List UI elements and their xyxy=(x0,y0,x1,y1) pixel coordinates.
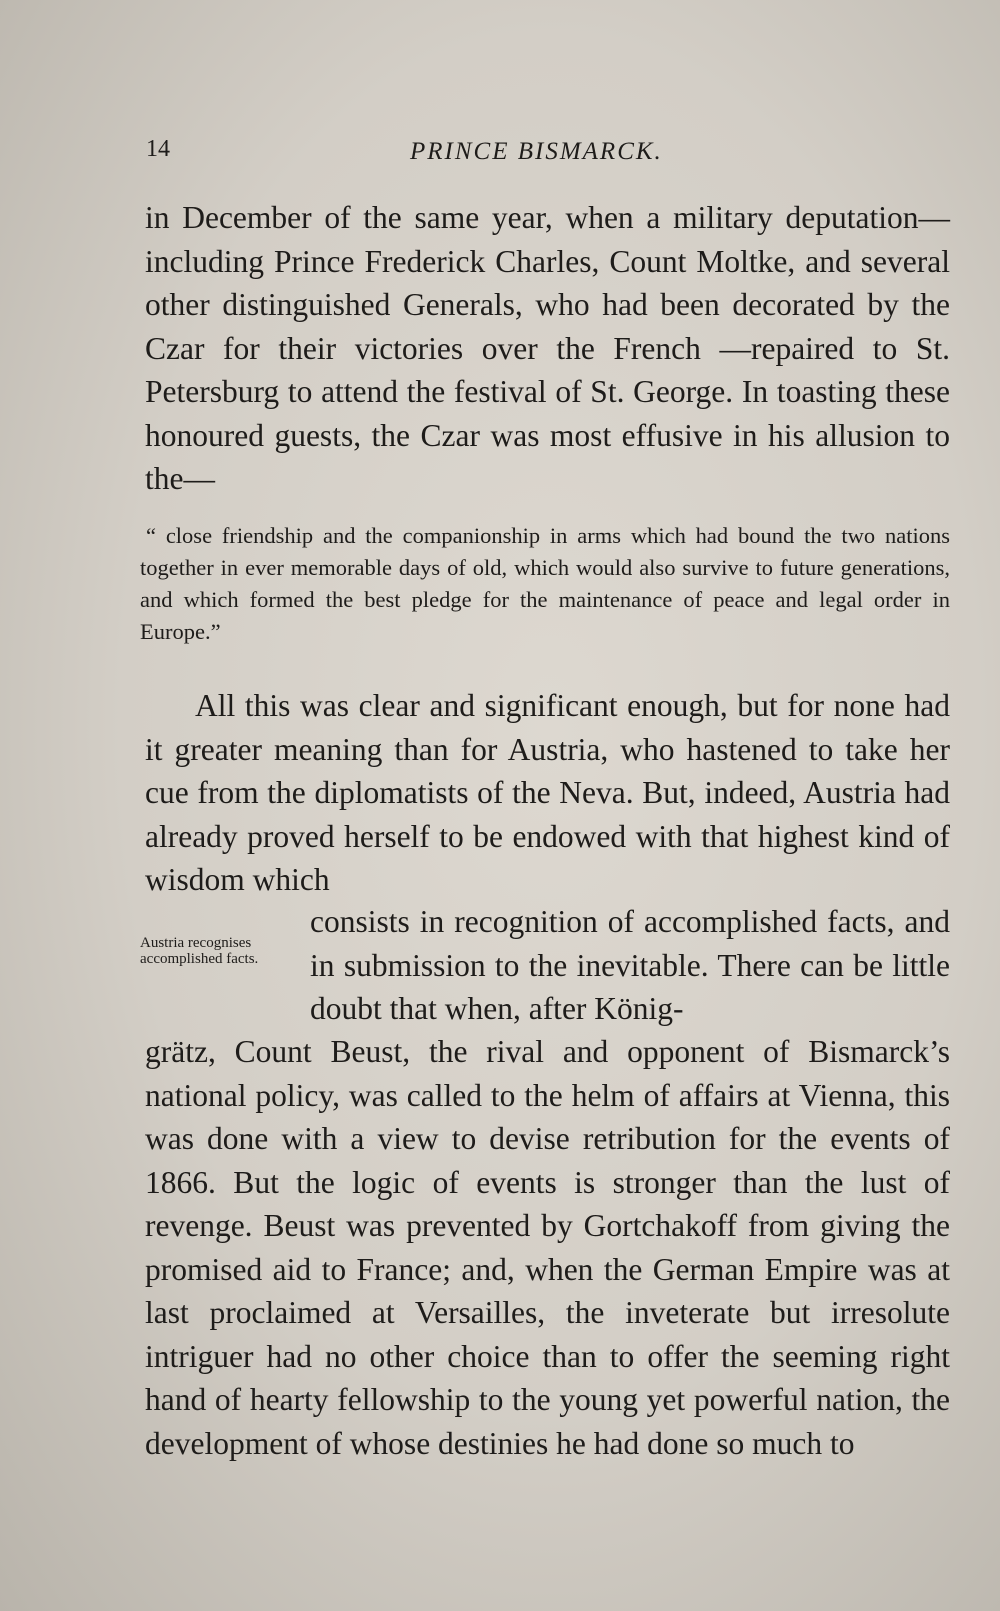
paragraph-2-side: consists in recognition of accomplished facts, and in submission to the inevitable. There can be little doubt that when, after König- xyxy=(310,904,950,1026)
block-quote: “ close friendship and the companionship in arms which had bound the two nations together in ever memorable days of old, which would also survive to future generations, and which formed the best pledge for the maintenance of peace and legal order in Europe.” xyxy=(140,523,950,644)
page-header xyxy=(140,132,940,172)
margin-note: Austria recognises accomplished facts. xyxy=(140,935,259,967)
paragraph-2-top: All this was clear and significant enough, but for none had it greater meaning than for Austria, who hastened to take her cue from the diplomatists of the Neva. But, indeed, Austria had already proved herself to be endowed with that highest kind of wisdom which xyxy=(145,688,950,897)
paragraph-1: in December of the same year, when a military deputation—including Prince Frederick Charles, Count Moltke, and several other distinguished Generals, who had been decorated by the Czar for their victories over the French —repaired to St. Petersburg to attend the festival of St. George. In toasting these honoured guests, the Czar was most effusive in his allusion to the— xyxy=(145,200,950,496)
paragraph-2-bottom: grätz, Count Beust, the rival and opponent of Bismarck’s national policy, was called to the helm of affairs at Vienna, this was done with a view to devise retribution for the events of 1866. But the logic of events is stronger than the lust of revenge. Beust was prevented by Gortchakoff from giving the promised aid to France; and, when the German Empire was at last proclaimed at Versailles, the inveterate but irresolute intriguer had no other choice than to offer the seeming right hand of hearty fellowship to the young yet powerful nation, the development of whose destinies he had done so much to xyxy=(145,1034,950,1461)
page-number: 14 xyxy=(146,136,170,162)
running-title: PRINCE BISMARCK. xyxy=(410,138,663,165)
